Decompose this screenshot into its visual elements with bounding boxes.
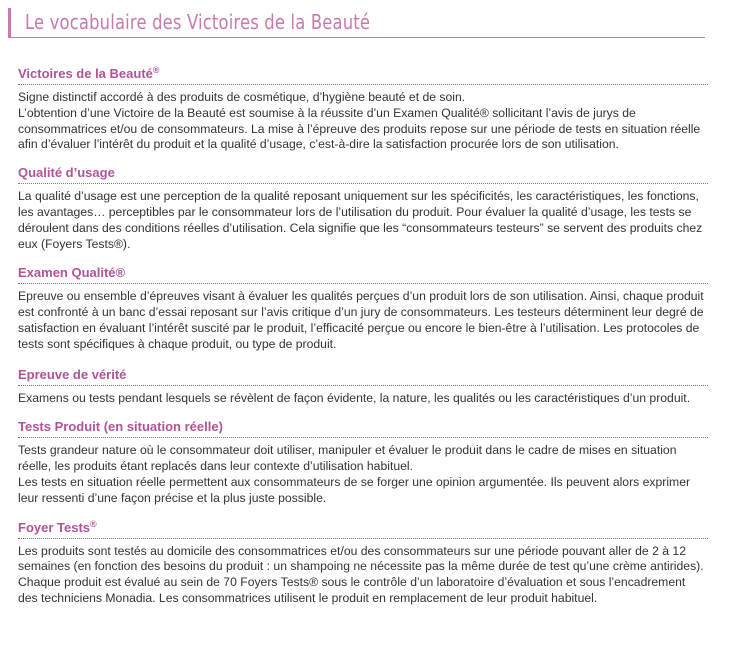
glossary-term <box>18 165 708 184</box>
page-header <box>8 8 705 38</box>
definition-paragraph: Epreuve ou ensemble d’épreuves visant à évaluer les qualités perçues d’un produit lors de son utilisation. Ainsi, chaque produit est confronté à un banc d’essai reposant sur l’avis critique d’un jury de consommateurs. Les testeurs déterminent leur degré de satisfaction en évaluant l’intérêt suscité par le produit, l’efficacité perçue ou encore le bien-être à l’utilisation. Les protocoles de tests sont spécifiques à chaque produit, ou type de produit. <box>18 289 704 351</box>
glossary-term <box>18 520 708 539</box>
glossary-term <box>18 367 708 386</box>
term-label: Tests Produit (en situation réelle) <box>18 419 223 435</box>
registered-mark: ® <box>152 65 160 75</box>
glossary-definition <box>18 90 708 153</box>
glossary-term <box>18 265 708 284</box>
term-label: Foyer Tests <box>18 519 91 535</box>
definition-paragraph: Tests grandeur nature où le consommateur doit utiliser, manipuler et évaluer le produit dans le cadre de mises en situation réelle, les produits étant replacés dans leur contexte d’utilisation habituel. <box>18 443 677 474</box>
glossary-entry-epreuve-verite <box>18 367 708 407</box>
definition-paragraph: Signe distinctif accordé à des produits de cosmétique, d’hygiène beauté et de soin. <box>18 90 466 104</box>
glossary-entry-foyer-tests <box>18 520 708 607</box>
definition-paragraph: La qualité d’usage est une perception de la qualité reposant uniquement sur les spécificités, les caractéristiques, les fonctions, les avantages… perceptibles par le consommateur lors de l’utilisation du produit. Pour évaluer la qualité d’usage, les tests se déroulent dans des conditions réelles d’utilisation. Cela signifie que les “consommateurs testeurs” se servent des produits chez eux (Foyers Tests®). <box>18 189 703 251</box>
term-label: Examen Qualité® <box>18 265 126 281</box>
glossary-definition <box>18 391 708 407</box>
term-label: Qualité d’usage <box>18 165 115 181</box>
glossary-definition <box>18 544 708 607</box>
glossary <box>18 66 708 619</box>
glossary-entry-tests-produit <box>18 419 708 506</box>
definition-paragraph: Examens ou tests pendant lesquels se révèlent de façon évidente, la nature, les qualités ou les caractéristiques d’un produit. <box>18 390 691 405</box>
glossary-definition <box>18 443 708 506</box>
glossary-entry-victoires <box>18 66 708 153</box>
page-title: Le vocabulaire des Victoires de la Beauté <box>25 10 371 34</box>
glossary-definition <box>18 189 708 252</box>
term-label: Epreuve de vérité <box>18 366 127 382</box>
term-label: Victoires de la Beauté <box>18 66 153 81</box>
glossary-entry-examen-qualite <box>18 265 708 352</box>
glossary-definition <box>18 289 708 352</box>
glossary-term <box>18 66 708 85</box>
glossary-term <box>18 419 708 438</box>
glossary-entry-qualite-usage <box>18 165 708 252</box>
registered-mark: ® <box>90 518 97 529</box>
definition-paragraph: Les produits sont testés au domicile des consommatrices et/ou des consommateurs sur une période pouvant aller de 2 à 12 semaines (en fonction des besoins du produit : un shampoing ne nécessite pas la même durée de test qu’une crème antirides). Chaque produit est évalué au sein de 70 Foyers Tests® sous le contrôle d’un laboratoire d’évaluation et sous l’encadrement des techniciens Monadia. Les consommatrices utilisent le produit en remplacement de leur produit habituel. <box>18 543 704 605</box>
definition-paragraph: Les tests en situation réelle permettent aux consommateurs de se forger une opinion argumentée. Ils peuvent alors exprimer leur ressenti d’une façon précise et la plus juste possible. <box>18 474 691 505</box>
definition-paragraph: L’obtention d’une Victoire de la Beauté est soumise à la réussite d’un Examen Qualité® sollicitant l’avis de jurys de consommatrices et/ou de consommateurs. La mise à l’épreuve des produits repose sur une période de tests en situation réelle afin d’évaluer l’intérêt du produit et la qualité d’usage, c’est-à-dire la satisfaction procurée lors de son utilisation. <box>18 105 701 152</box>
